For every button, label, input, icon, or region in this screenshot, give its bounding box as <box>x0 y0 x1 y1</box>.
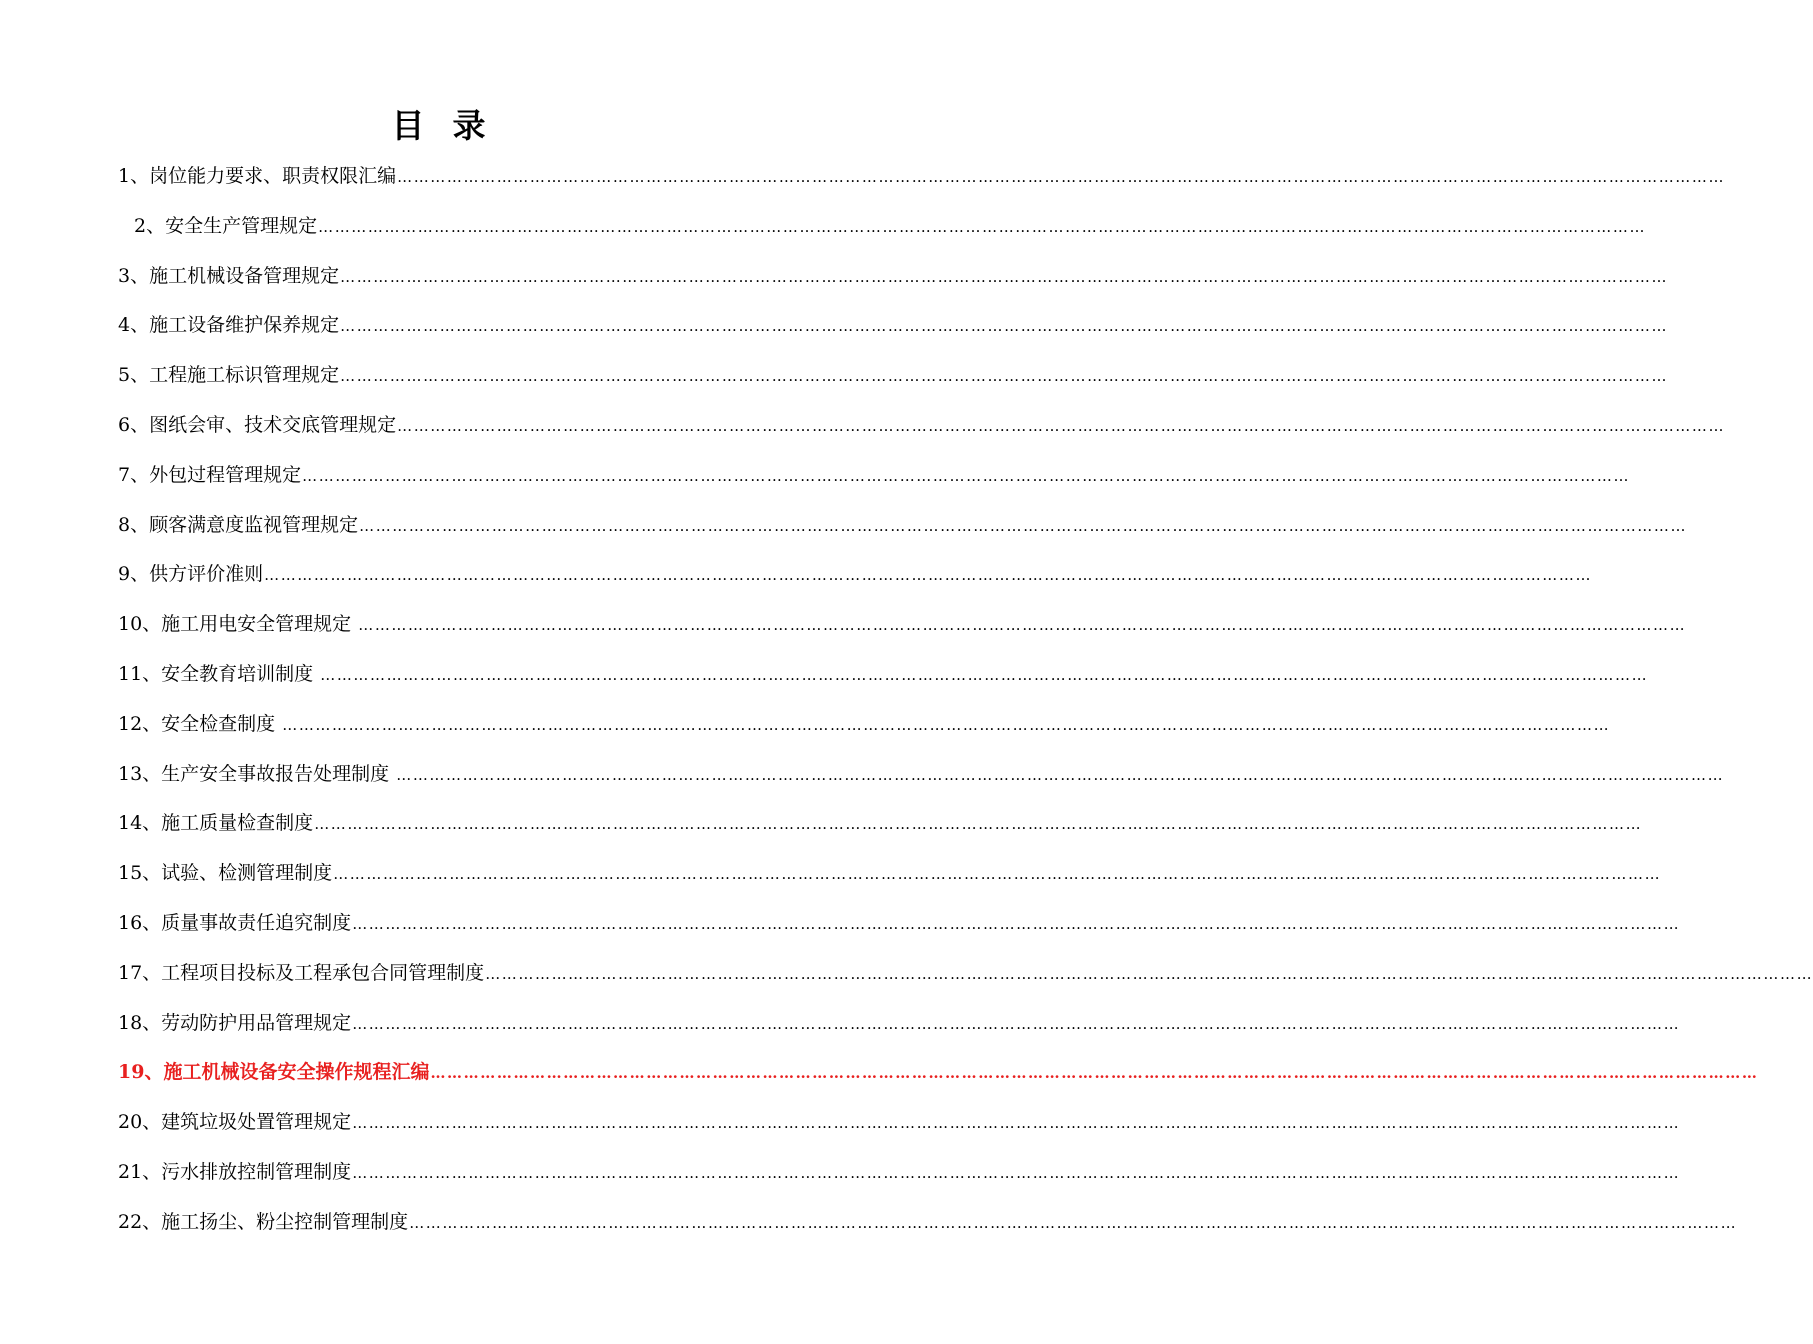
toc-entry[interactable] <box>118 908 1681 938</box>
toc-dot-leader: …………………………………………………………………………………………………………………………………………………………………………………………………………………… <box>318 218 1647 236</box>
toc-dot-leader: …………………………………………………………………………………………………………………………………………………………………………………………………………………… <box>264 566 1593 584</box>
toc-entry-label: 13、生产安全事故报告处理制度 <box>118 763 396 785</box>
toc-entry-label: 2、安全生产管理规定 <box>134 215 318 237</box>
toc-entry-label: 17、工程项目投标及工程承包合同管理制度 <box>118 962 485 984</box>
toc-dot-leader: …………………………………………………………………………………………………………………………………………………………………………………………………………………… <box>359 517 1688 535</box>
toc-entry-label: 21、污水排放控制管理制度 <box>118 1161 352 1183</box>
toc-dot-leader: …………………………………………………………………………………………………………………………………………………………………………………………………………………… <box>340 317 1669 335</box>
toc-entry[interactable] <box>134 211 1647 241</box>
toc-entry[interactable] <box>118 759 1725 789</box>
toc-entry-label: 12、安全检查制度 <box>118 713 282 735</box>
toc-dot-leader: …………………………………………………………………………………………………………………………………………………………………………………………………………………… <box>397 168 1726 186</box>
toc-dot-leader: …………………………………………………………………………………………………………………………………………………………………………………………………………………… <box>396 766 1725 784</box>
toc-entry[interactable] <box>118 609 1687 639</box>
toc-entry[interactable] <box>118 1107 1681 1137</box>
toc-entry-label: 22、施工扬尘、粉尘控制管理制度 <box>118 1211 409 1233</box>
toc-dot-leader: …………………………………………………………………………………………………………………………………………………………………………………………………………………… <box>282 716 1611 734</box>
toc-dot-leader: …………………………………………………………………………………………………………………………………………………………………………………………………………………… <box>352 1015 1681 1033</box>
toc-dot-leader: …………………………………………………………………………………………………………………………………………………………………………………………………………………… <box>314 815 1643 833</box>
toc-entry[interactable] <box>118 510 1688 540</box>
toc-entry[interactable] <box>118 1057 1759 1087</box>
toc-entry-label: 15、试验、检测管理制度 <box>118 862 333 884</box>
toc-entry-label: 1、岗位能力要求、职责权限汇编 <box>118 165 397 187</box>
toc-entry-label: 14、施工质量检查制度 <box>118 812 314 834</box>
toc-dot-leader: …………………………………………………………………………………………………………………………………………………………………………………………………………………… <box>352 915 1681 933</box>
toc-entry[interactable] <box>118 808 1643 838</box>
toc-dot-leader: …………………………………………………………………………………………………………………………………………………………………………………………………………………… <box>302 467 1631 485</box>
toc-entry-label: 5、工程施工标识管理规定 <box>118 364 340 386</box>
toc-dot-leader: …………………………………………………………………………………………………………………………………………………………………………………………………………………… <box>340 268 1669 286</box>
toc-entry[interactable] <box>118 958 1813 988</box>
toc-dot-leader: …………………………………………………………………………………………………………………………………………………………………………………………………………………… <box>358 616 1687 634</box>
toc-dot-leader: …………………………………………………………………………………………………………………………………………………………………………………………………………………… <box>340 367 1669 385</box>
toc-dot-leader: …………………………………………………………………………………………………………………………………………………………………………………………………………………… <box>430 1064 1759 1082</box>
toc-entry[interactable] <box>118 559 1593 589</box>
toc-entry-label: 6、图纸会审、技术交底管理规定 <box>118 414 397 436</box>
toc-entry[interactable] <box>118 310 1669 340</box>
toc-entry-label: 20、建筑垃圾处置管理规定 <box>118 1111 352 1133</box>
toc-entry[interactable] <box>118 659 1649 689</box>
toc-entry[interactable] <box>118 261 1669 291</box>
toc-entry-label: 3、施工机械设备管理规定 <box>118 265 340 287</box>
toc-entry-label: 9、供方评价准则 <box>118 563 264 585</box>
toc-entry[interactable] <box>118 1207 1738 1237</box>
toc-entry-label: 18、劳动防护用品管理规定 <box>118 1012 352 1034</box>
toc-dot-leader: …………………………………………………………………………………………………………………………………………………………………………………………………………………… <box>352 1114 1681 1132</box>
toc-entry[interactable] <box>118 1008 1681 1038</box>
toc-entry[interactable] <box>118 858 1662 888</box>
toc-dot-leader: …………………………………………………………………………………………………………………………………………………………………………………………………………………… <box>485 965 1813 983</box>
toc-entry[interactable] <box>118 161 1726 191</box>
toc-entry-label: 16、质量事故责任追究制度 <box>118 912 352 934</box>
toc-dot-leader: …………………………………………………………………………………………………………………………………………………………………………………………………………………… <box>320 666 1649 684</box>
toc-entry-label: 7、外包过程管理规定 <box>118 464 302 486</box>
toc-entry[interactable] <box>118 709 1611 739</box>
toc-entry[interactable] <box>118 1157 1681 1187</box>
page-title: 目录 <box>391 106 514 145</box>
toc-dot-leader: …………………………………………………………………………………………………………………………………………………………………………………………………………………… <box>333 865 1662 883</box>
toc-entry-label: 4、施工设备维护保养规定 <box>118 314 340 336</box>
toc-entry-label: 19、施工机械设备安全操作规程汇编 <box>118 1061 430 1083</box>
toc-entry[interactable] <box>118 460 1631 490</box>
toc-dot-leader: …………………………………………………………………………………………………………………………………………………………………………………………………………………… <box>409 1214 1738 1232</box>
toc-entry-label: 11、安全教育培训制度 <box>118 663 320 685</box>
toc-entry-label: 8、顾客满意度监视管理规定 <box>118 514 359 536</box>
toc-entry[interactable] <box>118 360 1669 390</box>
toc-dot-leader: …………………………………………………………………………………………………………………………………………………………………………………………………………………… <box>352 1164 1681 1182</box>
toc-dot-leader: …………………………………………………………………………………………………………………………………………………………………………………………………………………… <box>397 417 1726 435</box>
toc-entry[interactable] <box>118 410 1726 440</box>
toc-entry-label: 10、施工用电安全管理规定 <box>118 613 358 635</box>
